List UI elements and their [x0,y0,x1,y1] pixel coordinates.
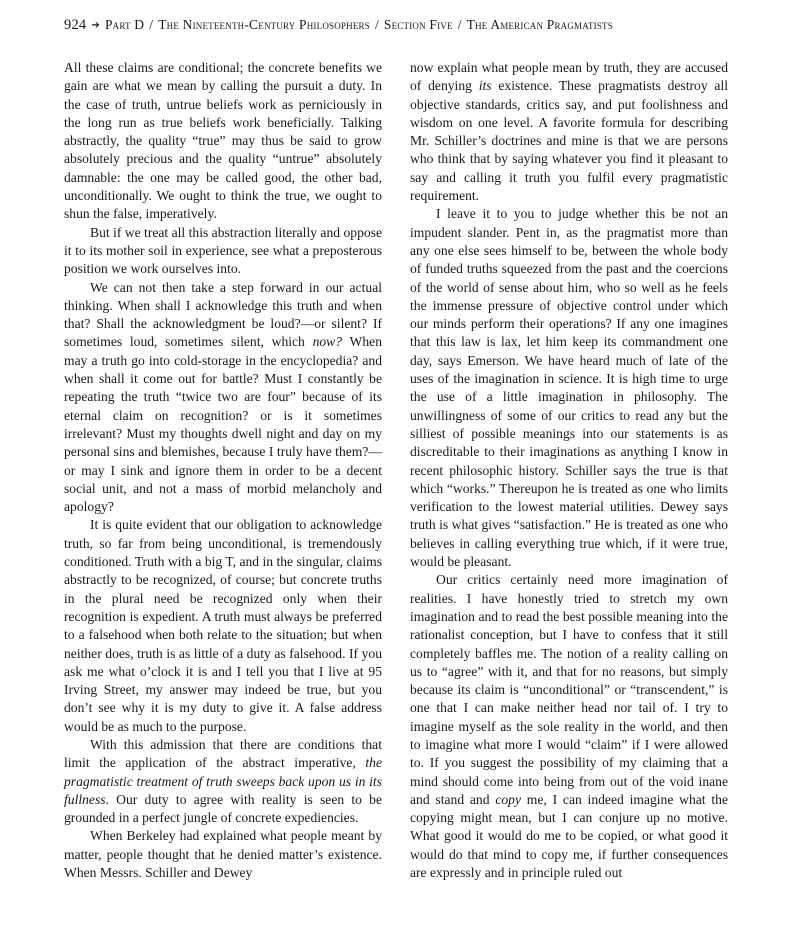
emphasis: now? [312,334,343,350]
page-number: 924 [64,17,87,33]
header-section: Section Five [383,17,453,32]
left-column [64,59,382,882]
right-column [410,59,728,882]
header-chapter: The American Pragmatists [466,17,613,32]
paragraph: Our critics certainly need more imagination of realities. I have honestly tried to stretch my own imagination and to read the best possible meaning into the rationalist conception, but I have to confess that it still completely baffles me. The notion of a reality calling on us to “agree” with it, and that for no reasons, but simply because its claim is “unconditional” or “transcendent,” is one that I can make neither head nor tail of. I try to imagine myself as the sole reality in the world, and then to imagine what more I would “claim” if I were allowed to. If you suggest the possibility of my claiming that a mind should come into being from out of the void inane and stand and copy me, I can indeed imagine what the copying might mean, but I can conjure up no motive. What good it would do me to be copied, or what good it would do that mind to copy me, if further consequences are expressly and in principle ruled out [410,572,728,881]
emphasis: the pragmatistic treatment of truth sweeps back upon us in its fullness [64,755,382,807]
paragraph: It is quite evident that our obligation to acknowledge truth, so far from being unconditional, is tremendously conditioned. Truth with a big T, and in the singular, claims abstractly to be recognized, of course; but concrete truths in the plural need be recognized only when their recognition is expedient. A truth must always be preferred to a falsehood when both relate to the situation; but when neither does, truth is as little of a duty as falsehood. If you ask me what o’clock it is and I tell you that I live at 95 Irving Street, my answer may indeed be true, but you don’t see why it is my duty to give it. A false address would be as much to the purpose. [64,517,382,734]
header-book-title: The Nineteenth-Century Philosophers [158,17,370,32]
header-separator: / [149,17,154,32]
paragraph: When Berkeley had explained what people meant by matter, people thought that he denied matter’s existence. When Messrs. Schiller and Dewey [64,828,382,881]
paragraph: With this admission that there are conditions that limit the application of the abstract imperative, the pragmatistic treatment of truth sweeps back upon us in its fullness. Our duty to agree with reality is seen to be grounded in a perfect jungle of concrete expediencies. [64,736,382,826]
running-header [64,17,744,34]
emphasis: its [478,78,492,94]
paragraph: I leave it to you to judge whether this be not an impudent slander. Pent in, as the pragmatist more than any one else sees himself to be, between the whole body of funded truths squeezed from the past and the coercions of the world of sense about him, who so well as he feels the immense pressure of objective control under which our minds perform their operations? If any one imagines that this law is lax, let him keep its commandment one day, says Emerson. We have heard much of late of the uses of the imagination in science. It is high time to urge the use of a little imagination in philosophy. The unwillingness of some of our critics to read any but the silliest of possible meanings into our statements is as discreditable to their imaginations as anything I know in recent philosophic history. Schiller says the true is that which “works.” Thereupon he is treated as one who limits verification to the lowest material utilities. Dewey says truth is what gives “satisfaction.” He is treated as one who believes in calling everything true which, if it were true, would be pleasant. [410,206,728,570]
paragraph: But if we treat all this abstraction literally and oppose it to its mother soil in experience, see what a preposterous position we work ourselves into. [64,224,382,277]
paragraph: We can not then take a step forward in our actual thinking. When shall I acknowledge this truth and when that? Shall the acknowledgment be loud?—or silent? If sometimes loud, sometimes silent, which now? When may a truth go into cold-storage in the encyclopedia? and when shall it come out for battle? Must I constantly be repeating the truth “twice two are four” because of its eternal claim on recognition? or is it sometimes irrelevant? Must my thoughts dwell night and day on my personal sins and blemishes, because I truly have them?—or may I sink and ignore them in order to be a decent social unit, and not a mass of morbid melancholy and apology? [64,279,382,515]
header-part: Part D [104,17,145,32]
paragraph: All these claims are conditional; the concrete benefits we gain are what we mean by calling the pursuit a duty. In the case of truth, untrue beliefs work as perniciously in the long run as true beliefs work beneficially. Talking abstractly, the quality “true” may thus be said to grow absolutely precious and the quality “untrue” absolutely damnable: the one may be called good, the other bad, unconditionally. We ought to think the true, we ought to shun the false, imperatively. [64,60,382,222]
header-separator: / [457,17,462,32]
header-separator: / [374,17,379,32]
emphasis: copy [495,791,521,807]
paragraph: now explain what people mean by truth, they are accused of denying its existence. These pragmatists destroy all objective standards, critics say, and put foolishness and wisdom on one level. A favorite formula for describing Mr. Schiller’s doctrines and mine is that we are persons who think that by saying whatever you find it pleasant to say and calling it truth you fulfil every pragmatistic requirement. [410,60,729,204]
arrow-icon: ➔ [91,20,100,31]
